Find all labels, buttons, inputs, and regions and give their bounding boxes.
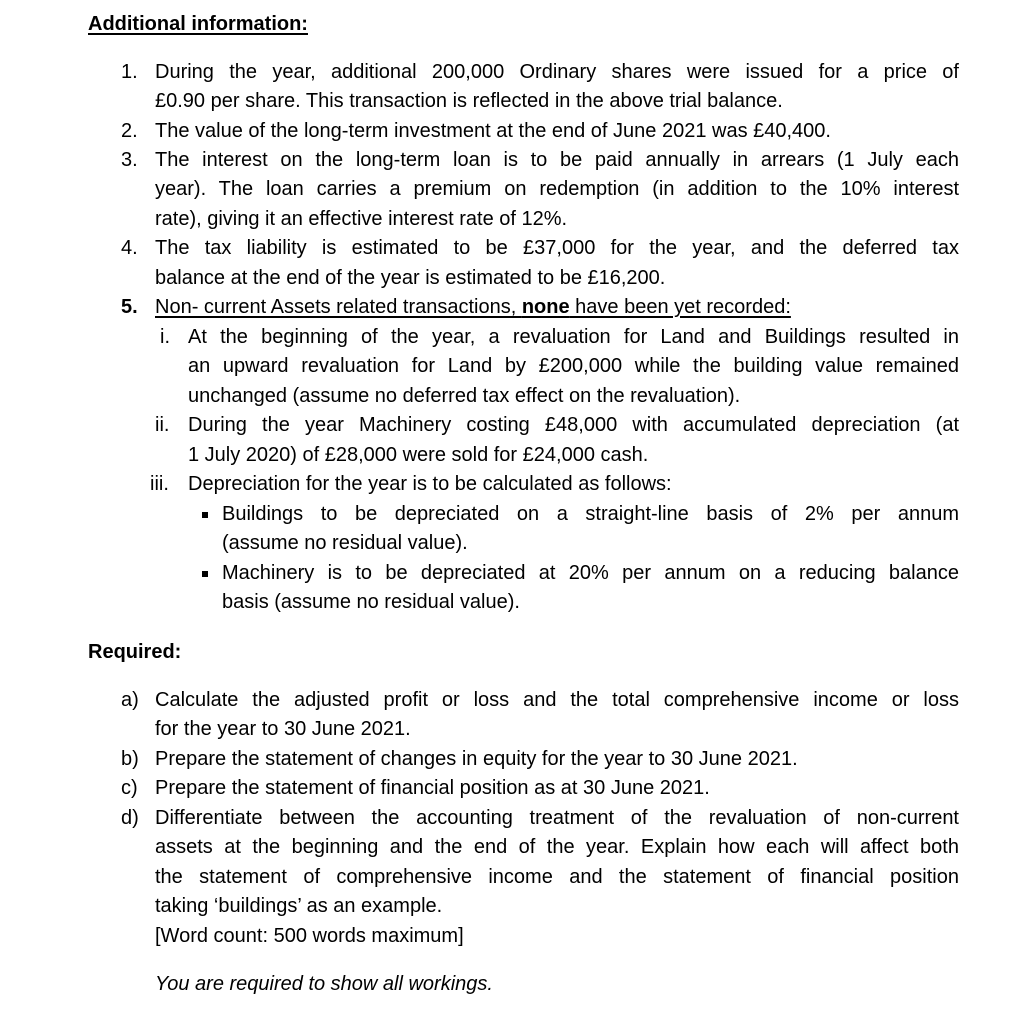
question-marker: c) bbox=[121, 777, 138, 799]
list-marker: 5. bbox=[121, 296, 138, 318]
bullet-square-icon bbox=[202, 571, 208, 577]
sublist-item-text: an upward revaluation for Land by £200,000 while the building value remained bbox=[188, 355, 959, 377]
bullet-square-icon bbox=[202, 512, 208, 518]
bullet-item-text: (assume no residual value). bbox=[222, 532, 468, 554]
question-text: the statement of comprehensive income and the statement of financial position bbox=[155, 866, 959, 888]
section-heading-additional-information: Additional information: bbox=[88, 13, 308, 35]
question-marker: b) bbox=[121, 748, 139, 770]
list-item-text: £0.90 per share. This transaction is reflected in the above trial balance. bbox=[155, 90, 783, 112]
title-text: have been yet recorded: bbox=[569, 296, 791, 318]
question-text: for the year to 30 June 2021. bbox=[155, 718, 411, 740]
question-text: assets at the beginning and the end of the year. Explain how each will affect both bbox=[155, 836, 959, 858]
list-item-text: rate), giving it an effective interest rate of 12%. bbox=[155, 208, 568, 230]
sublist-marker: ii. bbox=[155, 414, 170, 436]
sublist-item-text: Depreciation for the year is to be calculated as follows: bbox=[188, 473, 672, 495]
list-item-text: During the year, additional 200,000 Ordinary shares were issued for a price of bbox=[155, 61, 959, 83]
sublist-item-text: 1 July 2020) of £28,000 were sold for £24,000 cash. bbox=[188, 444, 649, 466]
sublist-item-text: At the beginning of the year, a revaluation for Land and Buildings resulted in bbox=[188, 326, 959, 348]
bullet-item-text: Buildings to be depreciated on a straight-line basis of 2% per annum bbox=[222, 503, 959, 525]
section-heading-required: Required: bbox=[88, 641, 182, 663]
title-emphasis: none bbox=[521, 296, 570, 318]
list-item-text: The tax liability is estimated to be £37,000 for the year, and the deferred tax bbox=[155, 237, 959, 259]
list-item-text: balance at the end of the year is estimated to be £16,200. bbox=[155, 267, 666, 289]
sublist-marker: iii. bbox=[150, 473, 169, 495]
workings-note: You are required to show all workings. bbox=[155, 973, 493, 995]
bullet-item-text: Machinery is to be depreciated at 20% per annum on a reducing balance bbox=[222, 562, 959, 584]
sublist-item-text: unchanged (assume no deferred tax effect on the revaluation). bbox=[188, 385, 741, 407]
question-text: taking ‘buildings’ as an example. bbox=[155, 895, 443, 917]
list-marker: 2. bbox=[121, 120, 138, 142]
question-marker: d) bbox=[121, 807, 139, 829]
question-text: Calculate the adjusted profit or loss and the total comprehensive income or loss bbox=[155, 689, 959, 711]
list-marker: 3. bbox=[121, 149, 138, 171]
sublist-item-text: During the year Machinery costing £48,000 with accumulated depreciation (at bbox=[188, 414, 959, 436]
list-marker: 1. bbox=[121, 61, 138, 83]
question-text: Differentiate between the accounting treatment of the revaluation of non-current bbox=[155, 807, 959, 829]
question-marker: a) bbox=[121, 689, 139, 711]
list-item-title bbox=[155, 295, 791, 319]
list-marker: 4. bbox=[121, 237, 138, 259]
question-text: Prepare the statement of financial position as at 30 June 2021. bbox=[155, 777, 710, 799]
title-text: Non- current Assets related transactions, bbox=[155, 296, 522, 318]
question-text: Prepare the statement of changes in equity for the year to 30 June 2021. bbox=[155, 748, 798, 770]
list-item-text: The value of the long-term investment at the end of June 2021 was £40,400. bbox=[155, 120, 831, 142]
sublist-marker: i. bbox=[160, 326, 170, 348]
list-item-text: year). The loan carries a premium on redemption (in addition to the 10% interest bbox=[155, 178, 959, 200]
list-item-text: The interest on the long-term loan is to be paid annually in arrears (1 July each bbox=[155, 149, 959, 171]
word-count-note: [Word count: 500 words maximum] bbox=[155, 925, 464, 947]
bullet-item-text: basis (assume no residual value). bbox=[222, 591, 520, 613]
